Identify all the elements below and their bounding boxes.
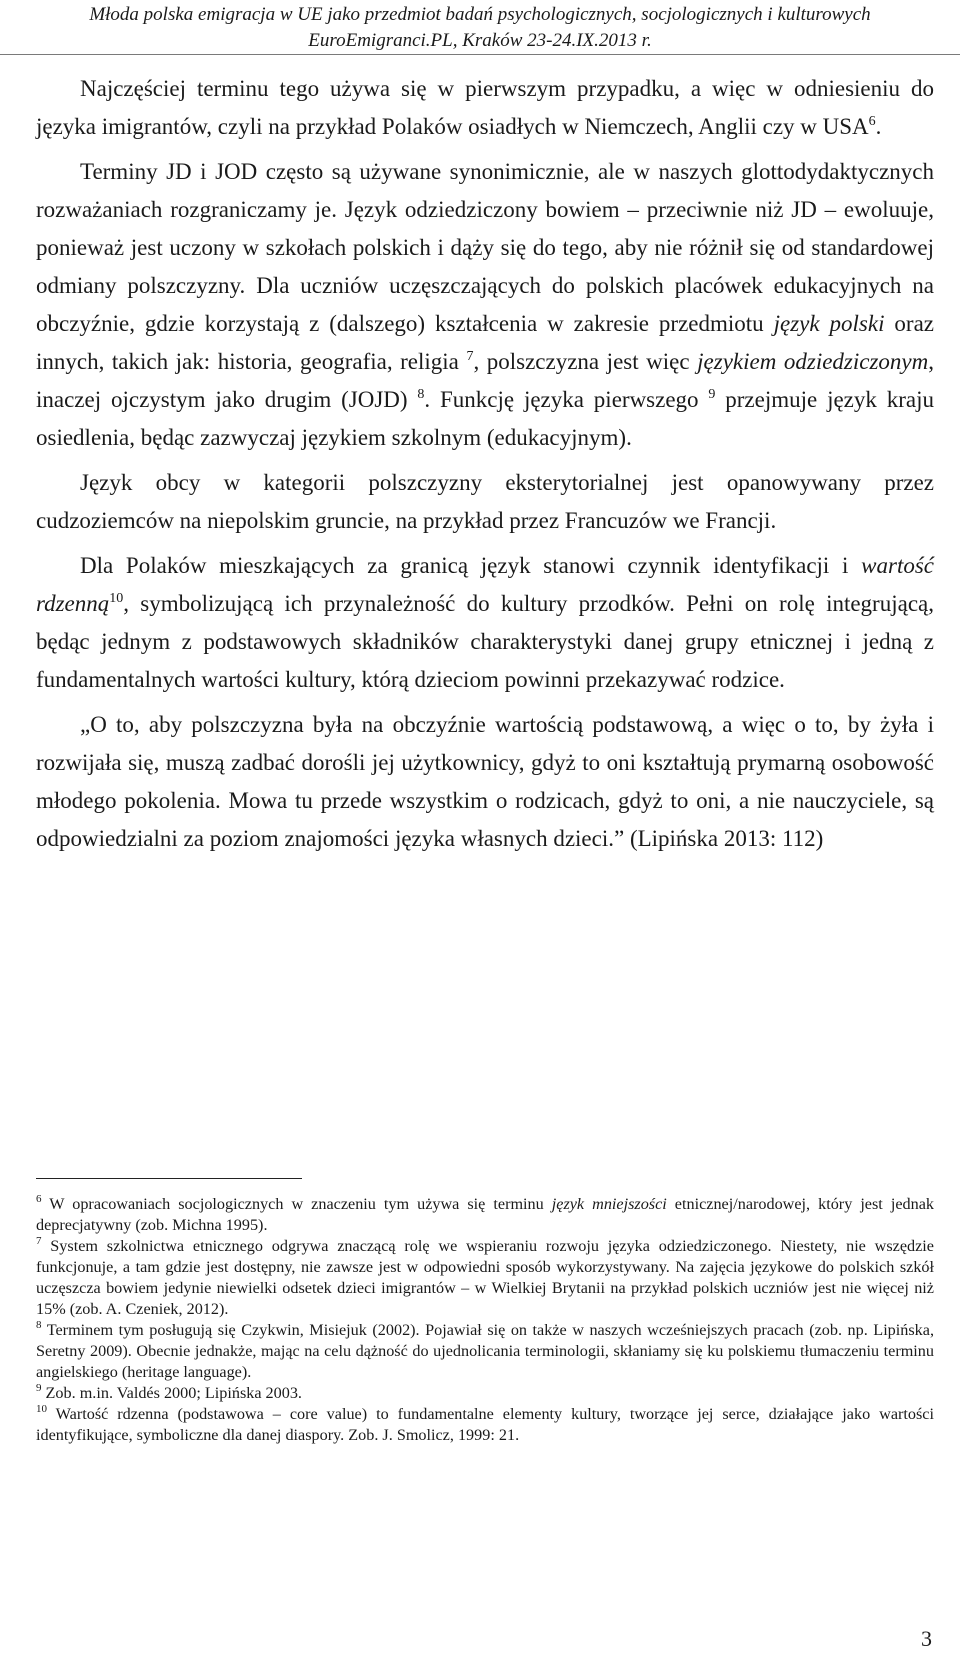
footnote-9: $^9$ Zob. m.in. Valdés 2000; Lipińska 2003. <box>36 1382 302 1402</box>
footnotes <box>36 1194 934 1446</box>
header-conference-venue: EuroEmigranci.PL, Kraków 23-24.IX.2013 r. <box>308 30 652 51</box>
footnote-divider <box>36 1178 302 1179</box>
running-header <box>0 0 960 54</box>
block-quote: „O to, aby polszczyzna była na obczyźnie wartością podstawową, a więc o to, by żyła i rozwijała się, muszą zadbać dorośli jej użytkownicy, gdyż to oni kształtują prymarną osobowość młodego pokolenia. Mowa tu przede wszystkim o rodzicach, gdyż to oni, a nie nauczyciele, są odpowiedzialni za poziom znajomości języka własnych dzieci.” (Lipińska 2013: 112) <box>36 712 934 851</box>
footnote-ref-6[interactable]: 6 <box>868 114 876 129</box>
footnote-ref-10[interactable]: 10 <box>109 591 124 606</box>
paragraph-3: Język obcy w kategorii polszczyzny eksterytorialnej jest opanowywany przez cudzoziemców na niepolskim gruncie, na przykład przez Francuzów we Francji. <box>36 470 934 533</box>
emphasis-jezykiem-odziedziczonym: językiem odziedziczonym <box>697 349 929 374</box>
paragraph-4: Dla Polaków mieszkających za granicą język stanowi czynnik identyfikacji i wartość rdzenną$^{10}$, symbolizującą ich przynależność do kultury przodków. Pełni on rolę integrującą, będąc jednym z podstawowych składników charakterystyki danej grupy etnicznej i jedną z fundamentalnych wartości kultury, którą dzieciom powinni przekazywać rodzice. <box>36 553 934 692</box>
footnote-ref-7[interactable]: 7 <box>466 349 474 364</box>
page-number: 3 <box>921 1626 932 1651</box>
footnote-7: $^7$ System szkolnictwa etnicznego odgrywa znaczącą rolę we wspieraniu rozwoju języka odziedziczonego. Niestety, nie wszędzie funkcjonuje, a tam gdzie jest dostępny, nie zawsze jest w odpowiedni sposób wykorzystywany. Na zajęcia językowe do polskich szkół uczęszcza bowiem jedynie niewielki odsetek dzieci imigrantów – w Wielkiej Brytanii na przykład polskich uczniów jest nie więcej niż 15% (zob. A. Czeniek, 2012). <box>36 1235 934 1318</box>
paragraph-2: Terminy JD i JOD często są używane synonimicznie, ale w naszych glottodydaktycznych rozważaniach rozgraniczamy je. Język odziedziczony bowiem – przeciwnie niż JD – ewoluuje, ponieważ jest uczony w szkołach polskich i dąży się do tego, aby nie różnił się od standardowej odmiany polszczyzny. Dla uczniów uczęszczających do polskich placówek edukacyjnych na obczyźnie, gdzie korzystają z (dalszego) kształcenia w zakresie przedmiotu język polski oraz innych, takich jak: historia, geografia, religia $^7$, polszczyzna jest więc językiem odziedziczonym, inaczej ojczystym jako drugim (JOJD) $^8$. Funkcję języka pierwszego $^9$ przejmuje język kraju osiedlenia, będąc zazwyczaj językiem szkolnym (edukacyjnym). <box>36 159 935 450</box>
paragraph-1: Najczęściej terminu tego używa się w pierwszym przypadku, a więc w odniesieniu do języka imigrantów, czyli na przykład Polaków osiadłych w Niemczech, Anglii czy w USA$^6$. <box>36 76 934 139</box>
footnote-6: $^6$ W opracowaniach socjologicznych w znaczeniu tym używa się terminu język mniejszości etnicznej/narodowej, który jest jednak deprecjatywny (zob. Michna 1995). <box>36 1193 934 1234</box>
emphasis-jezyk-polski: język polski <box>773 311 885 336</box>
footnote-ref-9[interactable]: 9 <box>708 387 716 402</box>
footnote-10: $^{10}$ Wartość rdzenna (podstawowa – core value) to fundamentalne elementy kultury, tworzące jej serce, działające jako wartości identyfikujące, symboliczne dla danej diaspory. Zob. J. Smolicz, 1999: 21. <box>36 1403 934 1444</box>
footnote-ref-8[interactable]: 8 <box>417 387 425 402</box>
header-conference-title: Młoda polska emigracja w UE jako przedmiot badań psychologicznych, socjologicznych i kulturowych <box>89 4 871 25</box>
main-text <box>36 70 934 865</box>
header-divider <box>0 54 960 55</box>
emphasis-wartosc-rdzenna: wartość rdzenną <box>36 553 934 616</box>
footnote-8: $^8$ Terminem tym posługują się Czykwin, Misiejuk (2002). Pojawiał się on także w naszych wcześniejszych pracach (zob. np. Lipińska, Seretny 2009). Obecnie jednakże, mając na celu dążność do ujednolicania terminologii, skłaniamy się ku polskiemu tłumaczeniu terminu angielskiego (heritage language). <box>36 1319 934 1381</box>
